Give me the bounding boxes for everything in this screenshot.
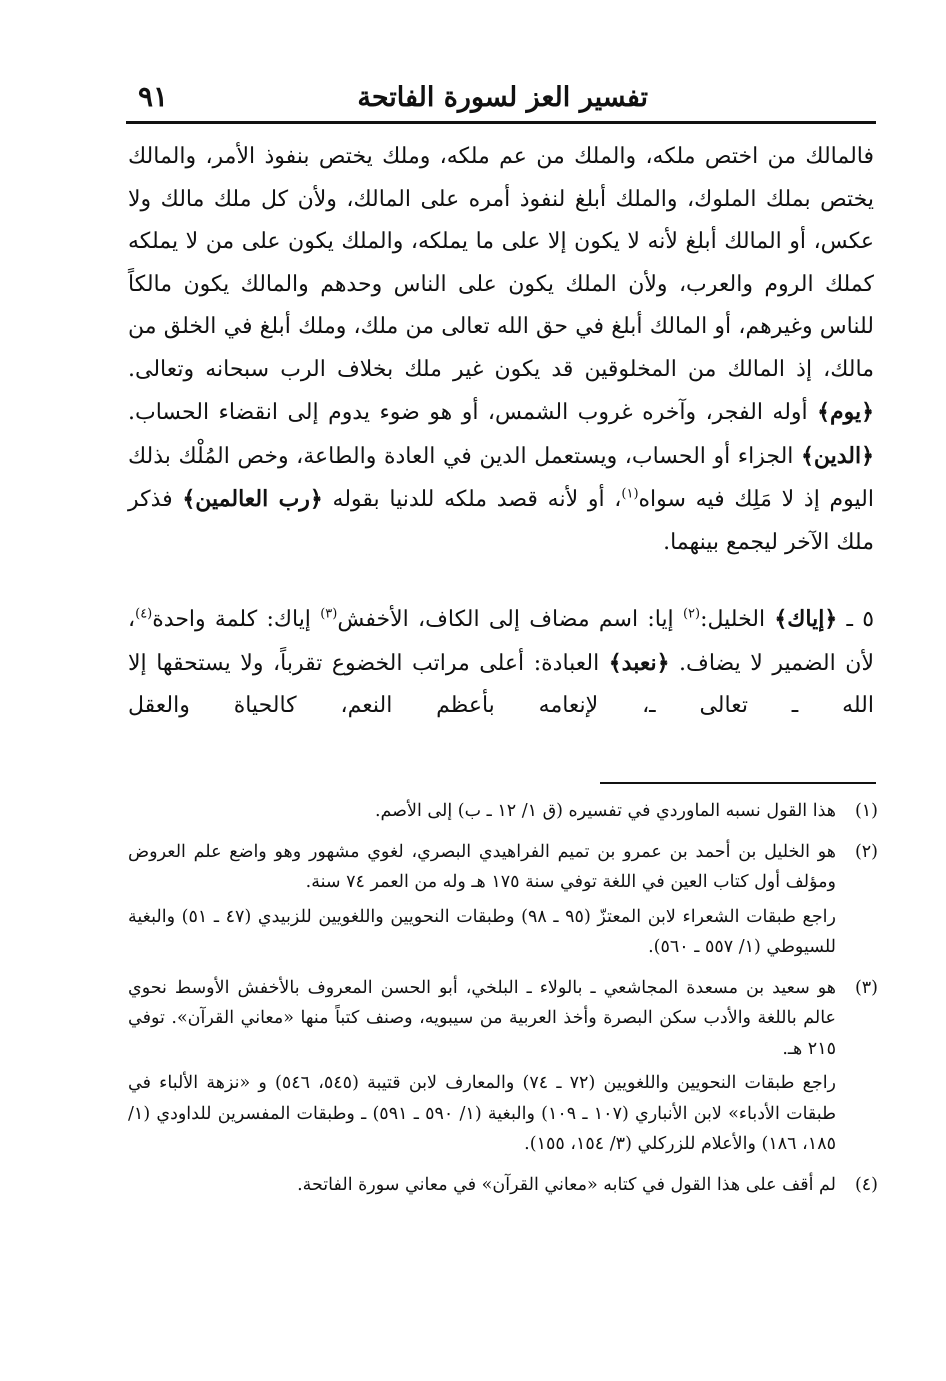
footnote-paragraph: هو الخليل بن أحمد بن عمرو بن تميم الفراهيدي البصري، لغوي مشهور وهو واضع علم العروض ومؤلف أول كتاب العين في اللغة توفي سنة ١٧٥ هـ وله من العمر ٧٤ سنة. (128, 841, 836, 892)
footnote-text (128, 837, 836, 967)
footnote-number: (٢) (854, 841, 878, 862)
paragraph-3: ٥ ـ ﴿إياك﴾ الخليل:$^{(٢)}$ إيا: اسم مضاف إلى الكاف، الأخفش$^{(٣)}$ إياك: كلمة واحدة$^{(٤)}$، لأن الضمير لا يضاف. ﴿نعبد﴾ العبادة: أعلى مراتب الخضوع تقرباً، ولا يستحقها إلا الله ـ تعالى ـ، لإنعامه بأعظم النعم، كالحياة والعقل (128, 606, 875, 718)
footnote-divider (600, 782, 876, 784)
footnote-text (128, 1170, 836, 1205)
footnote-text (128, 973, 836, 1164)
footnote-4 (128, 1170, 878, 1205)
paragraph-gap (128, 564, 874, 598)
footnote-paragraph: لم أقف على هذا القول في كتابه «معاني القرآن» في معاني سورة الفاتحة. (297, 1174, 836, 1195)
main-text (128, 136, 874, 728)
footnote-paragraph: هذا القول نسبه الماوردي في تفسيره (ق ١/ ١٢ ـ ب) إلى الأصم. (374, 801, 836, 821)
running-title: تفسير العز لسورة الفاتحة (357, 82, 648, 113)
footnotes (128, 796, 878, 1210)
paragraph-2: ﴿الدين﴾ الجزاء أو الحساب، ويستعمل الدين في العادة والطاعة، وخص المُلْك بذلك اليوم إذ لا مَلِك فيه سواه$^{(١)}$، أو لأنه قصد ملكه للدنيا بقوله ﴿رب العالمين﴾ فذكر ملك الآخر ليجمع بينهما. (128, 442, 874, 555)
footnote-paragraph: راجع طبقات الشعراء لابن المعتزّ (٩٥ ـ ٩٨) وطبقات النحويين واللغويين للزبيدي (٤٧ ـ ٥١) والبغية للسيوطي (١/ ٥٥٧ ـ ٥٦٠). (128, 906, 836, 957)
page-number: ٩١ (138, 80, 169, 113)
footnote-2 (128, 837, 878, 967)
footnote-number: (٤) (854, 1174, 878, 1195)
page-header (126, 76, 874, 120)
paragraph-1: فالمالك من اختص ملكه، والملك من عم ملكه، وملك يختص بنفوذ الأمر، والمالك يختص بملك الملوك، والملك أبلغ لنفوذ أمره على المالك، ولأن كل ملك مالك ولا عكس، أو المالك أبلغ لأنه لا يكون إلا على ما يملكه، والملك يكون على من لا يملكه كملك الروم والعرب، ولأن الملك يكون على الناس وحدهم والمالك يكون مالكاً للناس وغيرهم، أو المالك أبلغ في حق الله تعالى من ملك، وملك أبلغ في الخلق من مالك، إذ المالك من المخلوقين قد يكون غير ملك بخلاف الرب سبحانه وتعالى. ﴿يوم﴾ أوله الفجر، وآخره غروب الشمس، أو هو ضوء يدوم إلى انقضاء الحساب. (128, 144, 874, 425)
footnote-number: (١) (854, 801, 878, 821)
footnote-number: (٣) (854, 977, 878, 998)
footnote-paragraph: راجع طبقات النحويين واللغويين (٧٢ ـ ٧٤) والمعارف لابن قتيبة (٥٤٥، ٥٤٦) و «نزهة الألباء في طبقات الأدباء» لابن الأنباري (١٠٧ ـ ١٠٩) والبغية (١/ ٥٩٠ ـ ٥٩١) ـ وطبقات المفسرين للداودي (١/ ١٨٥، ١٨٦) والأعلام للزركلي (٣/ ١٥٤، ١٥٥). (128, 1073, 837, 1154)
footnote-text (128, 796, 836, 831)
footnote-paragraph: هو سعيد بن مسعدة المجاشعي ـ بالولاء ـ البلخي، أبو الحسن المعروف بالأخفش الأوسط نحوي عالم باللغة والأدب سكن البصرة وأخذ العربية من سيبويه، وصنف كتباً منها «معاني القرآن». توفي ٢١٥ هـ. (128, 977, 836, 1059)
footnote-3 (128, 973, 878, 1164)
footnote-1 (128, 796, 878, 831)
header-divider (126, 121, 876, 124)
